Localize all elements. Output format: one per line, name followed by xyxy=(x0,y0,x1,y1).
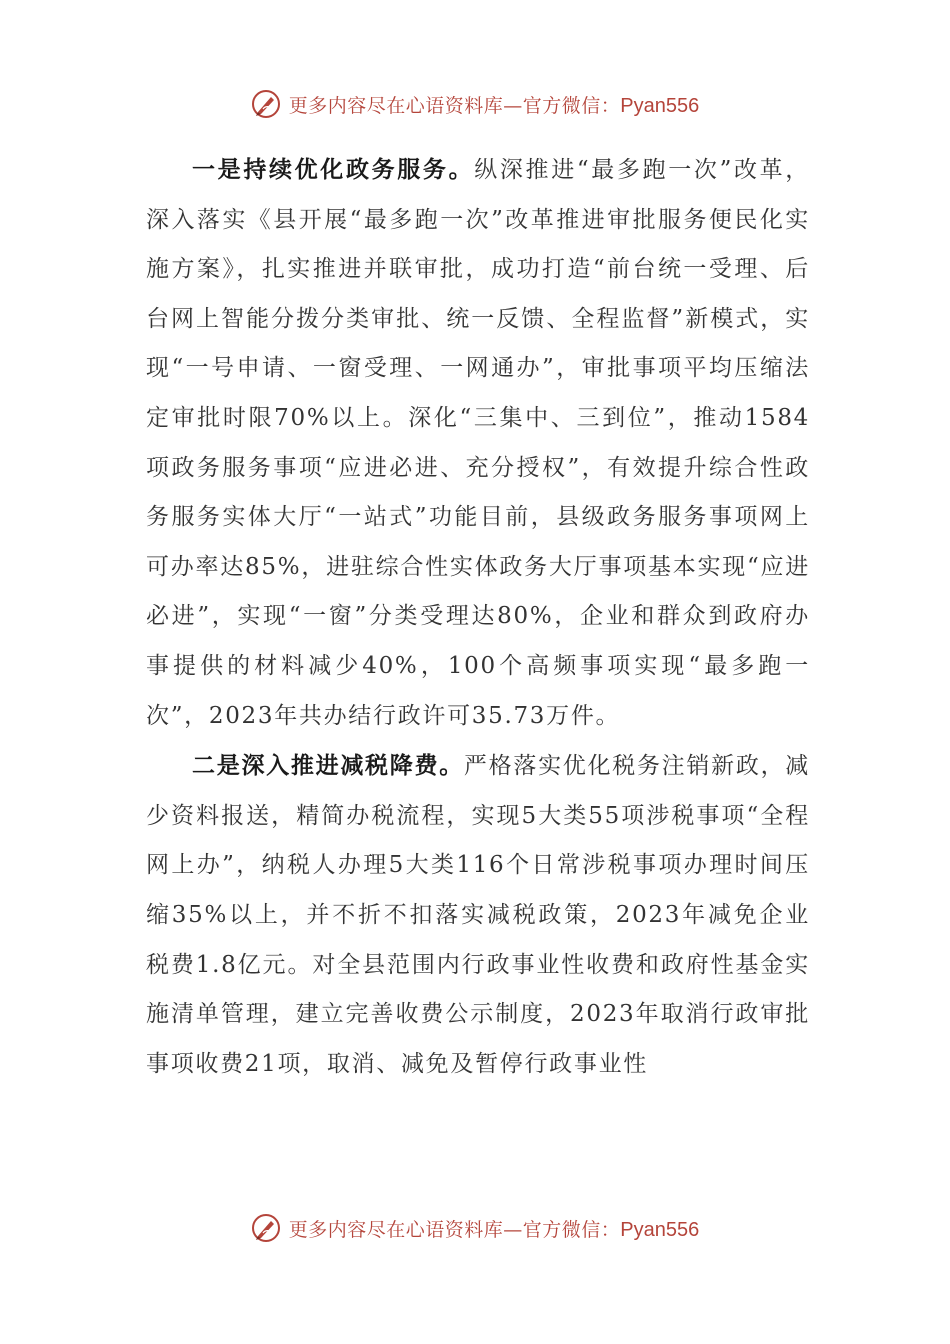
pen-logo-icon xyxy=(251,89,281,119)
pen-logo-icon xyxy=(251,1213,281,1243)
watermark-text: 更多内容尽在心语资料库—官方微信：Pyan556 xyxy=(288,94,700,117)
paragraph-2 xyxy=(146,741,810,1089)
paragraph-1-body: 纵深推进“最多跑一次”改革，深入落实《县开展“最多跑一次”改革推进审批服务便民化实施方案》，扎实推进并联审批，成功打造“前台统一受理、后台网上智能分拨分类审批、统一反馈、全程监督”新模式，实现“一号申请、一窗受理、一网通办”，审批事项平均压缩法定审批时限70%以上。深化“三集中、三到位”，推动1584项政务服务事项“应进必进、充分授权”，有效提升综合性政务服务实体大厅“一站式”功能目前，县级政务服务事项网上可办率达85%，进驻综合性实体政务大厅事项基本实现“应进必进”，实现“一窗”分类受理达80%，企业和群众到政府办事提供的材料减少40%，100个高频事项实现“最多跑一次”，2023年共办结行政许可35.73万件。 xyxy=(146,157,810,729)
watermark-header xyxy=(0,84,950,124)
paragraph-1 xyxy=(146,145,810,741)
watermark-text: 更多内容尽在心语资料库—官方微信：Pyan556 xyxy=(288,1218,700,1241)
document-body xyxy=(146,145,810,1089)
paragraph-2-lead: 二是深入推进减税降费。 xyxy=(192,752,464,780)
paragraph-1-lead: 一是持续优化政务服务。 xyxy=(192,156,475,183)
watermark-footer xyxy=(0,1208,950,1248)
paragraph-2-body: 严格落实优化税务注销新政，减少资料报送，精简办税流程，实现5大类55项涉税事项“全程网上办”，纳税人办理5大类116个日常涉税事项办理时间压缩35%以上，并不折不扣落实减税政策，2023年减免企业税费1.8亿元。对全县范围内行政事业性收费和政府性基金实施清单管理，建立完善收费公示制度，2023年取消行政审批事项收费21项，取消、减免及暂停行政事业性 xyxy=(146,753,810,1077)
